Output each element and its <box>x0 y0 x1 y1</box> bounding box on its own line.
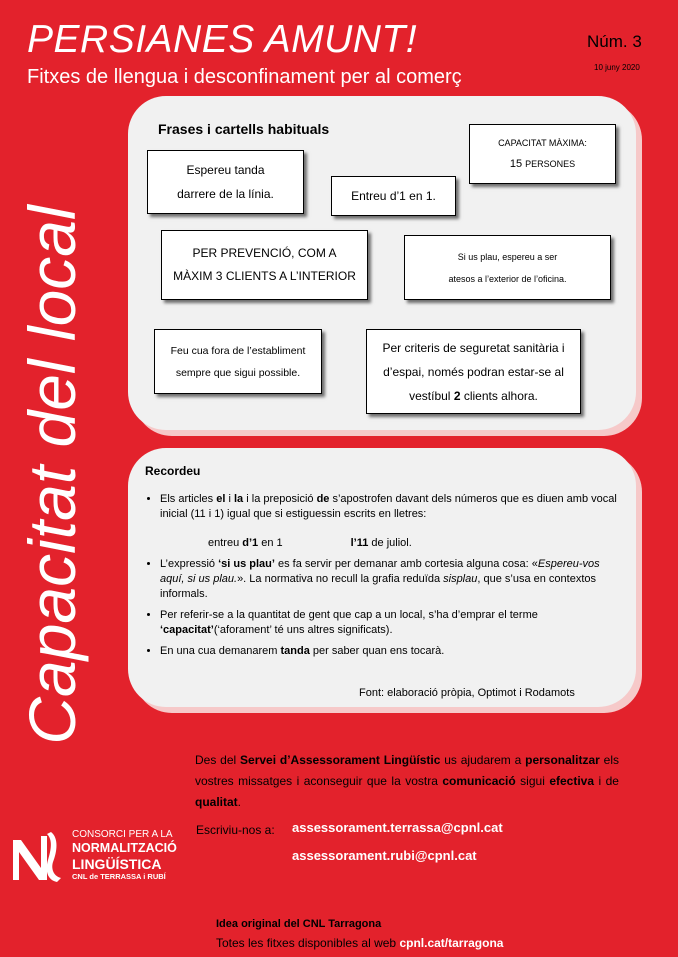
logo-line: NORMALITZACIÓ <box>72 841 177 855</box>
service-paragraph: Des del Servei d’Assessorament Lingüístic us ajudarem a personalitzar els vostres missatges i aconseguir que la vostra comunicació sigui efectiva i de qualitat. <box>195 753 619 809</box>
issue-date: 10 juny 2020 <box>594 63 640 72</box>
phrases-title: Frases i cartells habituals <box>158 121 330 137</box>
list-item: • Per referir-se a la quantitat de gent que cap a un local, s’ha d’emprar el terme ‘capacitat’(‘aforament’ té uns altres significats). <box>160 608 618 638</box>
sign-card-max-clients <box>161 230 368 300</box>
list-item: • Els articles el i la i la preposició de s’apostrofen davant dels números que es diuen amb vocal inicial (11 i 1) igual que si estiguessin escrits en lletres: entreu d’1 en 1 l’11 de juliol. <box>160 492 618 551</box>
footer-web: Totes les fitxes disponibles al web cpnl.cat/tarragona <box>216 936 504 950</box>
logo-line: LINGÜÍSTICA <box>72 856 162 872</box>
card-line: Feu cua fora de l’establiment <box>170 344 306 357</box>
card-line: darrere de la línia. <box>177 187 274 201</box>
card-line: d’espai, només podran estar-se al <box>383 364 564 379</box>
card-line: Per criteris de seguretat sanitària i <box>382 340 565 355</box>
logo-line: CONSORCI PER A LA <box>72 829 173 840</box>
sign-card-hall-limit <box>366 329 581 414</box>
vertical-title: Capacitat del local <box>15 205 89 745</box>
list-item: • L’expressió ‘si us plau’ es fa servir per demanar amb cortesia alguna cosa: «Espereu-vos aquí, si us plau.». La normativa no recull la grafia reduïda sisplau, que s’usa en contextos informals. <box>160 557 618 602</box>
source-note: Font: elaboració pròpia, Optimot i Rodamots <box>359 687 575 699</box>
sign-card-queue-outside <box>154 329 322 394</box>
capacity-number: 15 <box>509 158 523 170</box>
email-link-rubi[interactable]: assessorament.rubi@cpnl.cat <box>292 848 477 863</box>
card-line: Entreu d’1 en 1. <box>351 189 436 203</box>
card-line <box>470 158 615 170</box>
card-line: Si us plau, espereu a ser <box>457 251 558 262</box>
logo-line: CNL de TERRASSA i RUBÍ <box>72 872 166 881</box>
card-line: MÀXIM 3 CLIENTS A L’INTERIOR <box>173 269 356 283</box>
card-line: CAPACITAT MÀXIMA: <box>498 138 587 148</box>
cpnl-logo-text <box>72 829 177 882</box>
remember-notes <box>142 492 618 665</box>
example-line: entreu d’1 en 1 l’11 de juliol. <box>208 537 412 549</box>
cpnl-logo-icon <box>7 828 67 886</box>
page-title: PERSIANES AMUNT! <box>27 18 418 61</box>
issue-number: Núm. 3 <box>587 32 642 51</box>
footer-credit: Idea original del CNL Tarragona <box>216 918 382 930</box>
sign-card-max-capacity <box>469 124 616 184</box>
sign-card-wait-outside <box>404 235 611 300</box>
sign-card-one-by-one <box>331 176 456 216</box>
list-item: • En una cua demanarem tanda per saber quan ens tocarà. <box>160 644 618 659</box>
card-line: atesos a l’exterior de l’oficina. <box>448 273 567 284</box>
card-line: vestíbul 2 clients alhora. <box>409 388 538 403</box>
email-link-terrassa[interactable]: assessorament.terrassa@cpnl.cat <box>292 820 503 835</box>
card-line: Espereu tanda <box>186 163 265 177</box>
capacity-unit: PERSONES <box>525 159 576 169</box>
card-line: sempre que sigui possible. <box>175 366 301 379</box>
page-subtitle: Fitxes de llengua i desconfinament per al comerç <box>27 66 462 88</box>
card-line: PER PREVENCIÓ, COM A <box>192 246 337 260</box>
remember-title: Recordeu <box>145 464 201 478</box>
contact-label: Escriviu-nos a: <box>196 823 275 837</box>
web-link[interactable]: cpnl.cat/tarragona <box>399 936 504 950</box>
sign-card-wait-turn <box>147 150 304 214</box>
